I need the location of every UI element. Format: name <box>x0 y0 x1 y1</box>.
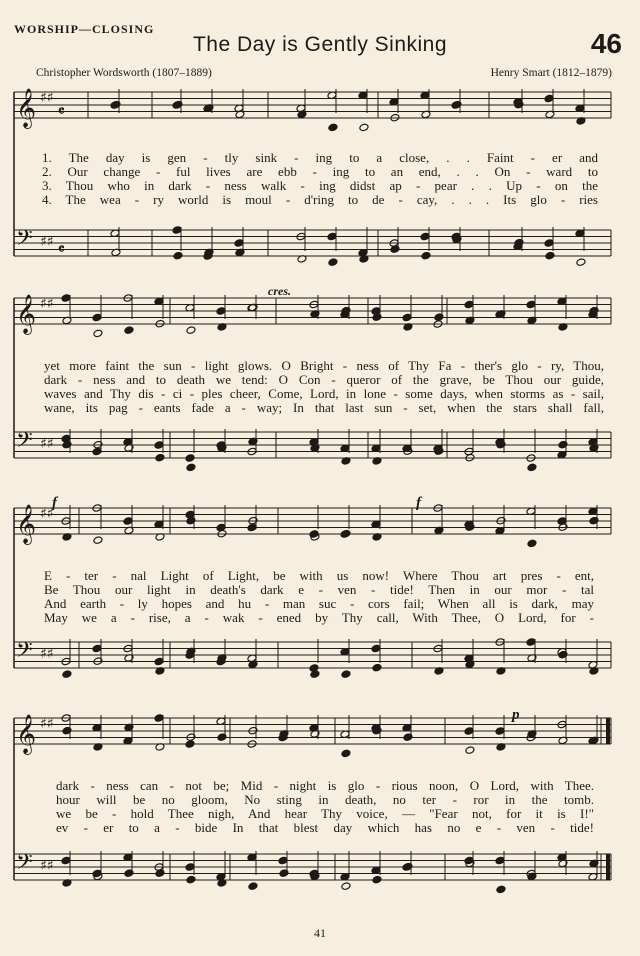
note-head <box>341 670 351 679</box>
note-head <box>173 251 183 260</box>
note-head <box>172 226 182 235</box>
note-head <box>545 251 555 260</box>
note-head <box>234 239 244 248</box>
lyric-line: E - ter - nal Light of Light, be with us now! Where Thou art pres - ent, <box>44 568 594 583</box>
note-head <box>92 644 102 653</box>
note-head <box>123 517 133 526</box>
bass-clef-icon: 𝄢 <box>16 428 33 458</box>
note-head <box>154 441 164 450</box>
final-barline <box>606 854 610 880</box>
treble-clef-icon: 𝄞 <box>16 294 37 334</box>
final-barline <box>606 718 610 744</box>
lyric-line: ev - er to a - bide In that blest day which has no e - ven - tide! <box>56 820 594 835</box>
bass-clef-icon: 𝄢 <box>16 850 33 880</box>
hymn-number: 46 <box>590 28 622 59</box>
note-head <box>527 463 537 472</box>
note-head <box>62 670 72 679</box>
note-head <box>185 863 195 872</box>
dynamic-forte: f <box>52 495 57 511</box>
note-head <box>248 882 258 891</box>
note-head <box>495 856 505 865</box>
note-head <box>93 329 103 338</box>
lyric-line: 2. Our change - ful lives are ebb - ing to an end, . . On - ward to <box>42 164 598 179</box>
lyric-line: 4. The wea - ry world is moul - d'ring to de - cay, . . . Its glo - ries <box>42 192 598 207</box>
note-head <box>402 313 412 322</box>
treble-clef-icon: 𝄞 <box>16 504 37 544</box>
note-head <box>421 251 431 260</box>
key-signature-icon: ♯♯ <box>40 436 54 452</box>
note-head <box>527 539 537 548</box>
note-head <box>216 307 226 316</box>
note-head <box>92 313 102 322</box>
time-signature-icon: 𝄴 <box>58 240 65 258</box>
lyrics-system-3 <box>44 569 594 625</box>
key-signature-icon: ♯♯ <box>40 234 54 250</box>
key-signature-icon: ♯♯ <box>40 858 54 874</box>
treble-clef-icon: 𝄞 <box>16 714 37 754</box>
bass-clef-icon: 𝄢 <box>16 638 33 668</box>
note-head <box>496 885 506 894</box>
note-head <box>341 749 351 758</box>
note-head <box>359 123 369 132</box>
note-head <box>328 123 338 132</box>
note-head <box>124 326 134 335</box>
lyric-line: yet more faint the sun - light glows. O Bright - ness of Thy Fa - ther's glo - ry, Thou, <box>44 358 604 373</box>
key-signature-icon: ♯♯ <box>40 716 54 732</box>
lyrics-system-1 <box>42 151 598 207</box>
lyric-line: Be Thou our light in death's dark e - ven - tide! Then in our mor - tal <box>44 582 594 597</box>
note-head <box>526 638 536 647</box>
note-head <box>465 746 475 755</box>
lyrics-system-2 <box>44 359 604 415</box>
note-head <box>420 232 430 241</box>
note-head <box>186 875 196 884</box>
lyric-line: 3. Thou who in dark - ness walk - ing didst ap - pear . . Up - on the <box>42 178 598 193</box>
lyric-line: we be - hold Thee nigh, And hear Thy voice, — "Fear not, for it is I!" <box>56 806 594 821</box>
note-head <box>154 714 164 723</box>
lyric-line: dark - ness and to death we tend: O Con - queror of the grave, be Thou our guide, <box>44 372 604 387</box>
note-head <box>185 740 195 749</box>
lyric-line: May we a - rise, a - wak - ened by Thy call, With Thee, O Lord, for - <box>44 610 594 625</box>
bass-clef-icon: 𝄢 <box>16 226 33 256</box>
note-head <box>328 258 338 267</box>
note-head <box>544 94 554 103</box>
lyrics-system-4 <box>56 779 594 835</box>
note-head <box>92 447 102 456</box>
time-signature-icon: 𝄴 <box>58 102 65 120</box>
hymn-title: The Day is Gently Sinking <box>192 33 448 56</box>
note-head <box>327 232 337 241</box>
lyric-line: 1. The day is gen - tly sink - ing to a close, . . Faint - er and <box>42 150 598 165</box>
note-head <box>464 300 474 309</box>
key-signature-icon: ♯♯ <box>40 506 54 522</box>
section-label: WORSHIP—CLOSING <box>14 22 155 36</box>
note-head <box>495 727 505 736</box>
page-number: 41 <box>314 926 326 940</box>
note-head <box>464 727 474 736</box>
note-head <box>186 326 196 335</box>
lyricist-credit: Christopher Wordsworth (1807–1889) <box>36 67 212 79</box>
note-head <box>576 258 586 267</box>
key-signature-icon: ♯♯ <box>40 646 54 662</box>
note-head <box>341 529 351 538</box>
treble-clef-icon: 𝄞 <box>16 88 37 128</box>
key-signature-icon: ♯♯ <box>40 296 54 312</box>
note-head <box>93 536 103 545</box>
note-head <box>371 644 381 653</box>
lyric-line: wane, its pag - eants fade a - way; In that last sun - set, when the stars shall fall, <box>44 400 604 415</box>
note-head <box>372 663 382 672</box>
note-head <box>61 294 71 303</box>
note-head <box>186 463 196 472</box>
lyric-line: hour will be no gloom, No sting in death, no ter - ror in the tomb. <box>56 792 594 807</box>
lyric-line: dark - ness can - not be; Mid - night is glo - rious noon, O Lord, with Thee. <box>56 778 594 793</box>
note-head <box>185 454 195 463</box>
lyric-line: waves and Thy dis - ci - ples cheer, Come, Lord, in lone - some days, when storms as - sail, <box>44 386 604 401</box>
note-head <box>247 523 257 532</box>
note-head <box>526 300 536 309</box>
dynamic-forte: f <box>416 495 421 511</box>
key-signature-icon: ♯♯ <box>40 90 54 106</box>
note-head <box>544 239 554 248</box>
lyric-line: And earth - ly hopes and hu - man suc - cors fail; When all is dark, may <box>44 596 594 611</box>
note-head <box>278 856 288 865</box>
note-head <box>341 882 351 891</box>
note-head <box>61 856 71 865</box>
note-head <box>154 657 164 666</box>
dynamic-crescendo: cres. <box>268 284 291 298</box>
note-head <box>372 875 382 884</box>
composer-credit: Henry Smart (1812–1879) <box>490 67 612 79</box>
note-head <box>155 453 165 462</box>
dynamic-piano: p <box>512 707 520 723</box>
